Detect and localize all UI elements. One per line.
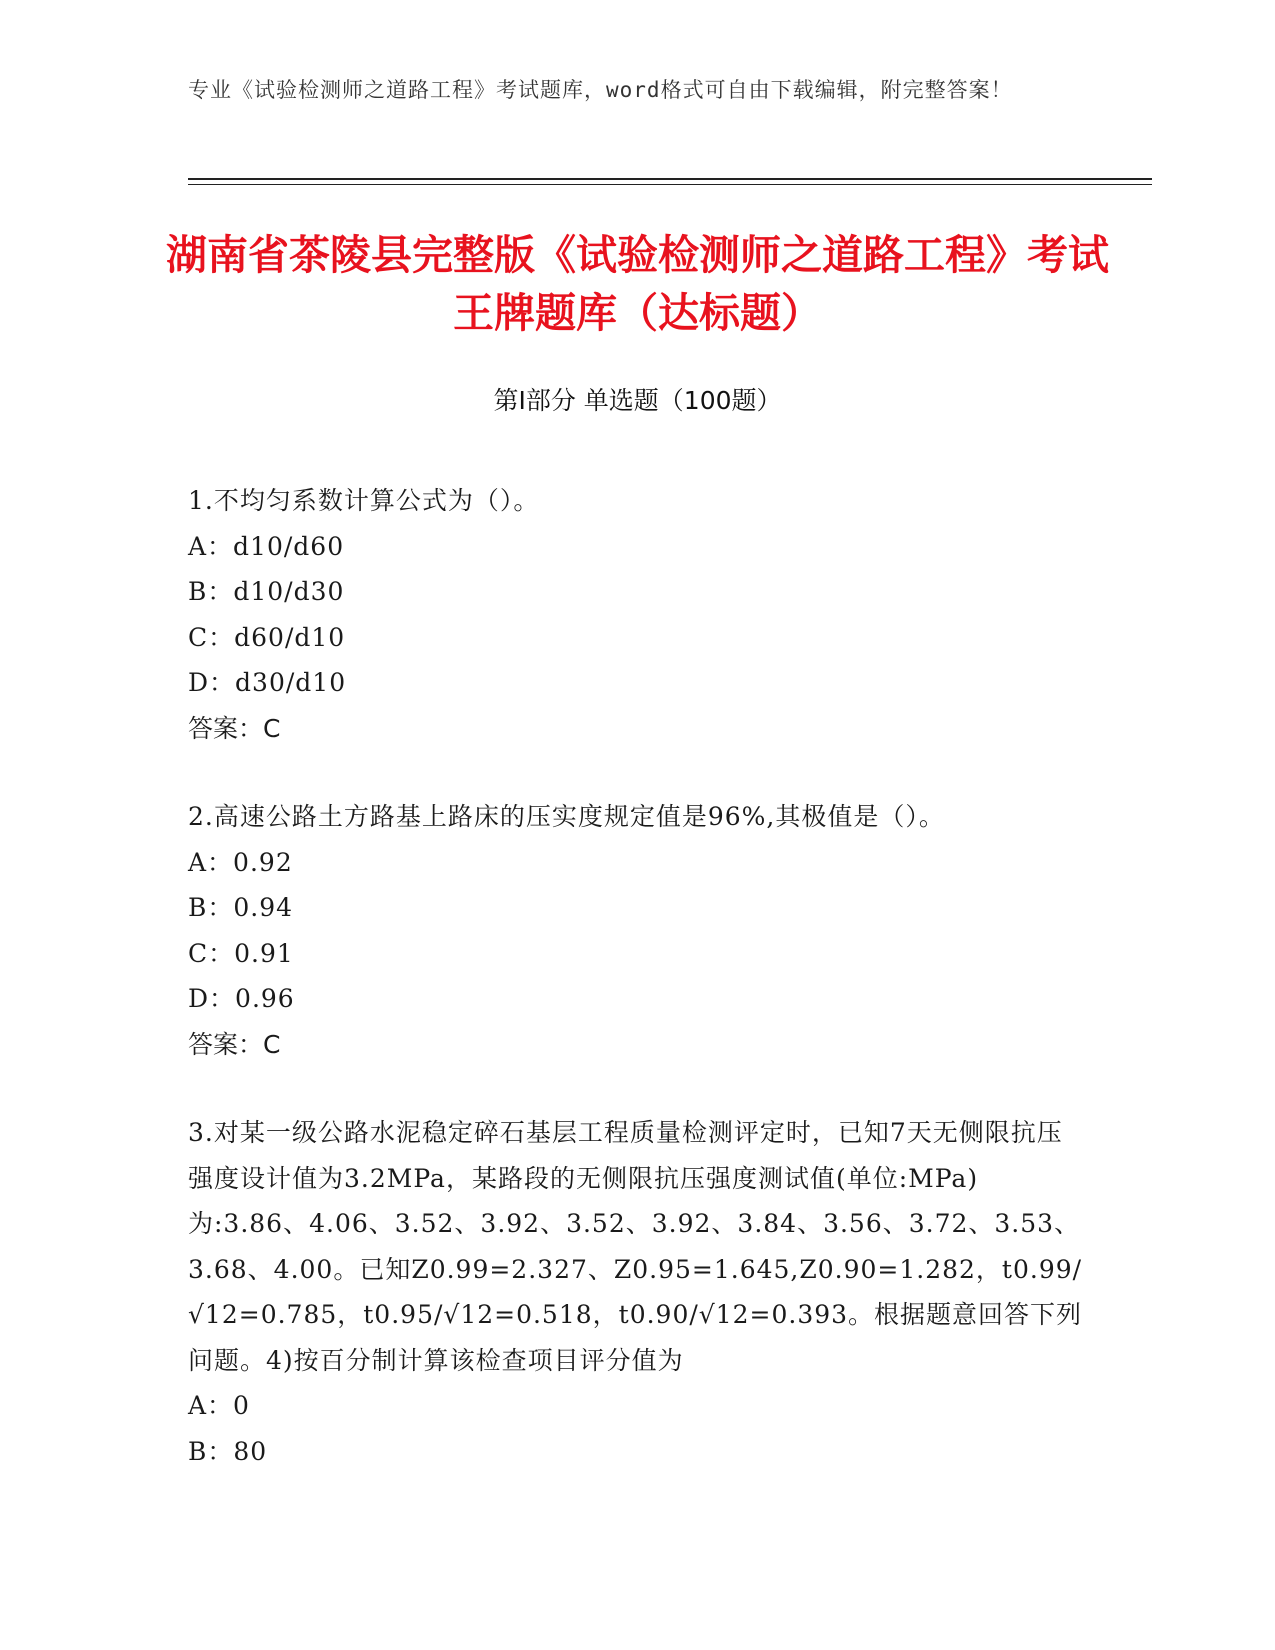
question-1 [188,478,1088,751]
option-b: B：0.94 [188,893,294,922]
question-stem: 1.不均匀系数计算公式为（）。 [188,486,540,515]
option-a: A：0.92 [188,847,293,877]
header-note: 专业《试验检测师之道路工程》考试题库，word格式可自由下载编辑，附完整答案！ [188,78,1013,102]
question-2 [188,794,1088,1067]
option-b: B：80 [188,1436,268,1466]
answer: 答案：C [188,1029,281,1059]
option-c: C：0.91 [188,938,294,968]
option-a: A：0 [188,1391,250,1420]
question-3 [188,1110,1088,1474]
option-b: B：d10/d30 [188,577,345,606]
header-divider [188,178,1152,180]
option-a: A：d10/d60 [188,531,345,561]
document-title: 湖南省茶陵县完整版《试验检测师之道路工程》考试王牌题库（达标题） [166,231,1109,337]
answer: 答案：C [188,713,281,743]
question-stem: 3.对某一级公路水泥稳定碎石基层工程质量检测评定时，已知7天无侧限抗压强度设计值为3.2MPa，某路段的无侧限抗压强度测试值(单位:MPa)为:3.86、4.06、3.52、3.92、3.52、3.92、3.84、3.56、3.72、3.53、3.68、4.00。已知Z0.99=2.327、Z0.95=1.645,Z0.90=1.282，t0.99/√12=0.785，t0.95/√12=0.518，t0.90/√12=0.393。根据题意回答下列问题。4)按百分制计算该检查项目评分值为 [188,1118,1083,1375]
question-list [188,478,1088,1474]
section-heading: 第Ⅰ部分 单选题（100题） [493,386,782,415]
question-stem: 2.高速公路土方路基上路床的压实度规定值是96%,其极值是（）。 [188,802,945,831]
option-c: C：d60/d10 [188,622,346,652]
option-d: D：0.96 [188,984,295,1013]
header-divider-thin [188,184,1152,185]
option-d: D：d30/d10 [188,668,347,697]
